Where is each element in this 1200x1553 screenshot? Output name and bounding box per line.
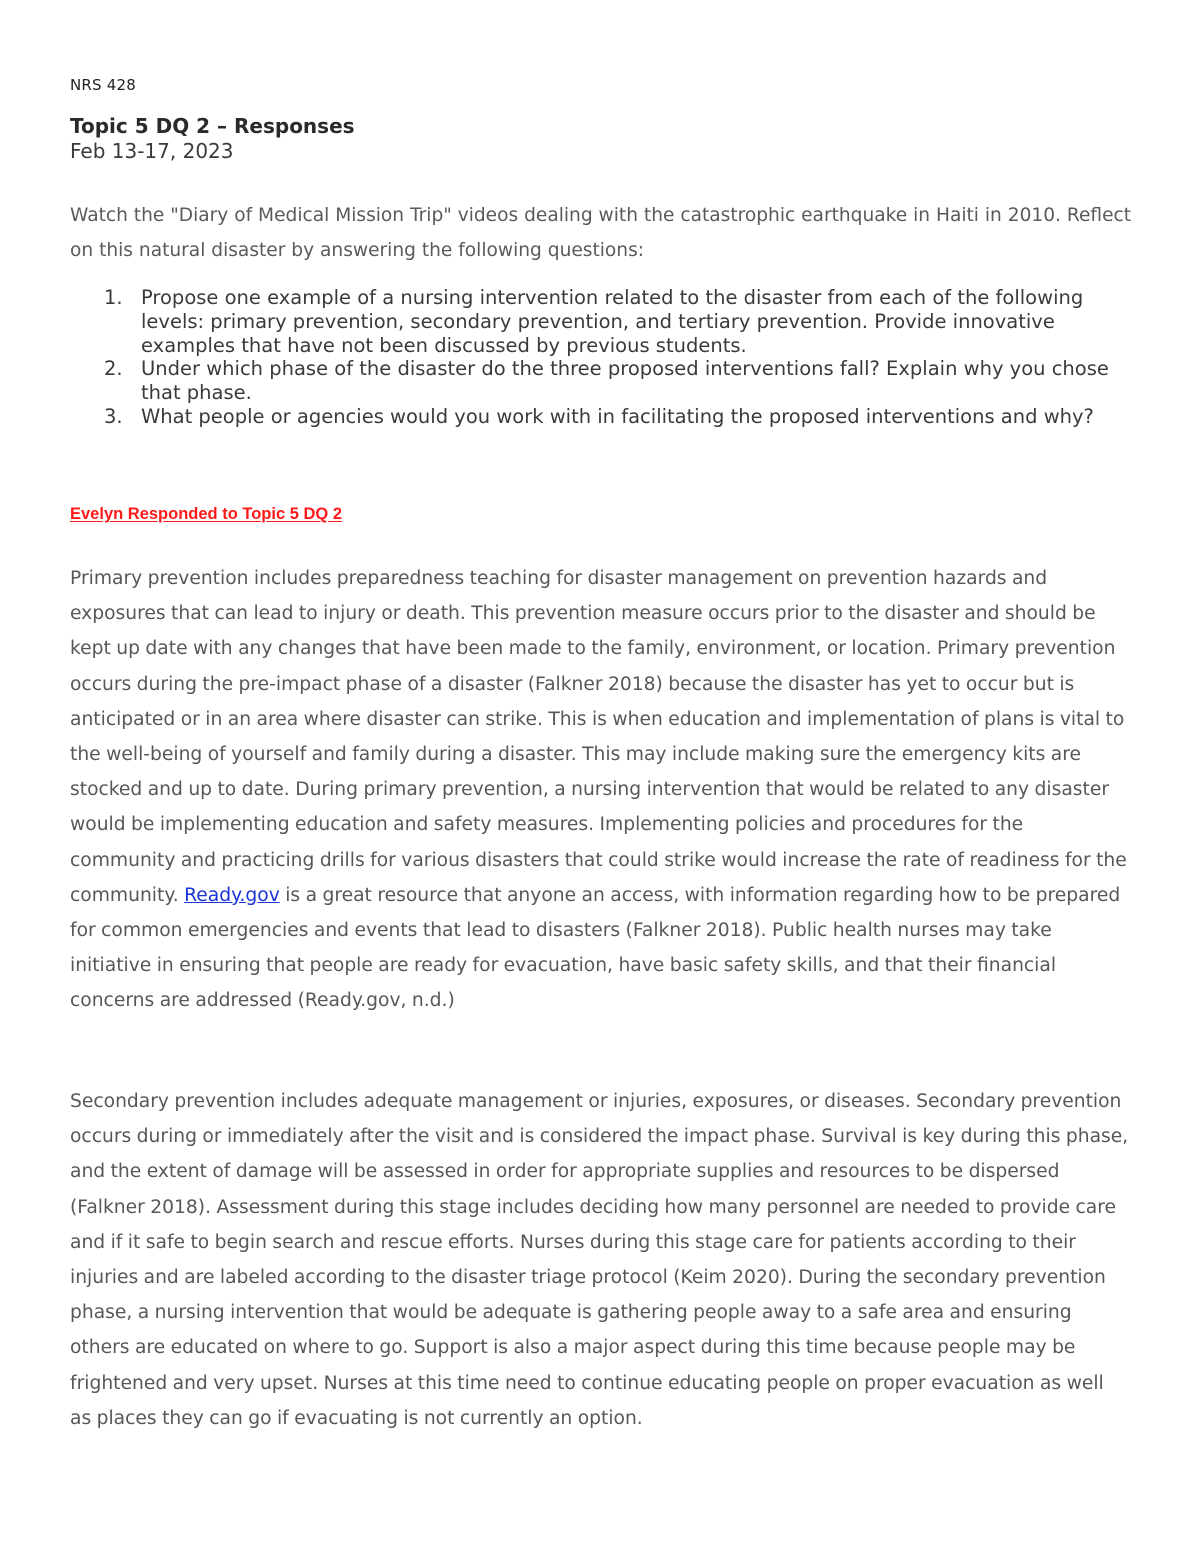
question-number: 3. — [104, 404, 123, 428]
paragraph-text: is a great resource that anyone an access, with information regarding how to be prepared for common emergencies and events that lead to disasters (Falkner 2018). Public health nurses may take initiative in ensuring that people are ready for evacuation, have basic safety skills, and that their financial concerns are addressed (Ready.gov, n.d.) — [70, 884, 1121, 1012]
paragraph-text: Primary prevention includes preparedness teaching for disaster management on prevention hazards and exposures that can lead to injury or death. This prevention measure occurs prior to the disaster and should be kept up date with any changes that have been made to the family, environment, or location. Primary prevention occurs during the pre-impact phase of a disaster (Falkner 2018) because the disaster has yet to occur but is anticipated or in an area where disaster can strike. This is when education and implementation of plans is vital to the well-being of yourself and family during a disaster. This may include making sure the emergency kits are stocked and up to date. During primary prevention, a nursing intervention that would be related to any disaster would be implementing education and safety measures. Implementing policies and procedures for the community and practicing drills for various disasters that could strike would increase the rate of readiness for the community. — [70, 568, 1127, 906]
date-range: Feb 13-17, 2023 — [70, 139, 234, 163]
question-text: What people or agencies would you work with in facilitating the proposed interventions and why? — [141, 404, 1094, 428]
question-item — [70, 405, 1120, 429]
question-text: Under which phase of the disaster do the three proposed interventions fall? Explain why you chose that phase. — [141, 357, 1109, 405]
response-paragraph-secondary: Secondary prevention includes adequate management or injuries, exposures, or diseases. Secondary prevention occurs during or immediately after the visit and is considered the impact phase. Survival is key during this phase, and the extent of damage will be assessed in order for appropriate supplies and resources to be dispersed (Falkner 2018). Assessment during this stage includes deciding how many personnel are needed to provide care and if it safe to begin search and rescue efforts. Nurses during this stage care for patients according to their injuries and are labeled according to the disaster triage protocol (Keim 2020). During the secondary prevention phase, a nursing intervention that would be adequate is gathering people away to a safe area and ensuring others are educated on where to go. Support is also a major aspect during this time because people may be frightened and very upset. Nurses at this time need to continue educating people on proper evacuation as well as places they can go if evacuating is not currently an option. — [70, 1091, 1129, 1429]
question-number: 1. — [104, 286, 123, 309]
question-number: 2. — [104, 357, 123, 381]
question-text: Propose one example of a nursing intervention related to the disaster from each of the following levels: primary prevention, secondary prevention, and tertiary prevention. Provide innovative examples that have not been discussed by previous students. — [141, 286, 1084, 357]
question-item — [70, 357, 1120, 405]
ready-gov-link[interactable]: Ready.gov — [184, 884, 280, 906]
course-code: NRS 428 — [70, 76, 136, 94]
questions-list — [70, 286, 1120, 429]
response-paragraph-primary — [70, 561, 1130, 1019]
question-item — [70, 286, 1120, 357]
intro-paragraph: Watch the "Diary of Medical Mission Trip" videos dealing with the catastrophic earthquake in Haiti in 2010. Reflect on this natural disaster by answering the following questions: — [70, 205, 1132, 261]
response-heading: Evelyn Responded to Topic 5 DQ 2 — [70, 505, 342, 523]
page-title: Topic 5 DQ 2 – Responses — [70, 114, 355, 138]
